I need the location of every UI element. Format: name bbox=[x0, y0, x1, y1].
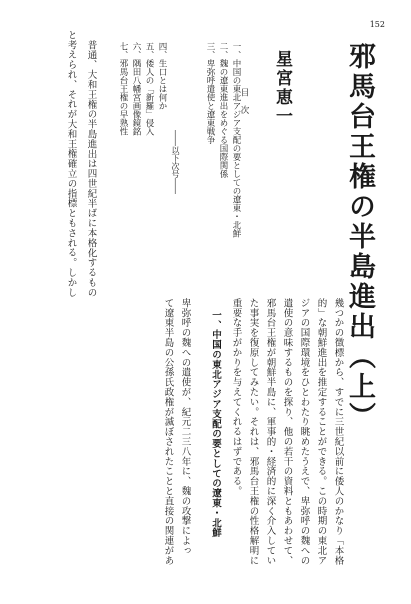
toc-item: 六、隅田八幡宮画像鏡銘 bbox=[131, 42, 141, 136]
body-line: 普通、大和王権の半島進出は四世紀半ばに本格化するもの bbox=[85, 40, 97, 298]
body-line: ジアの国際環境をひとわたり眺めたうえで、卑弥呼の魏への bbox=[298, 298, 310, 566]
page-number: 152 bbox=[369, 20, 385, 29]
toc-item: 四、生口とは何か bbox=[157, 42, 167, 110]
section-heading: 一、中国の東北アジア支配の要としての遼東・北鮮 bbox=[210, 310, 221, 538]
body-line: 的」な朝鮮進出を推定することができる。この時期の東北ア bbox=[315, 298, 327, 566]
body-line: て遼東半島の公孫氏政権が滅ぼされたことと直接の関連があ bbox=[162, 298, 174, 566]
toc-item: 七、邪馬台王権の早熟性 bbox=[118, 42, 128, 136]
toc-note: ――以下次号―― bbox=[171, 130, 180, 194]
toc-heading: 目次 bbox=[239, 88, 249, 123]
toc-item: 二、魏の遼東進出をめぐる国際関係 bbox=[218, 42, 228, 178]
author-name: 星宮恵一 bbox=[272, 50, 292, 126]
toc-item: 三、卑弥呼遣使と遼東戦争 bbox=[205, 42, 215, 144]
body-line: と考えられ、それが大和王権確立の指標ともされる。しかし bbox=[65, 30, 77, 298]
body-line: 邪馬台王権が朝鮮半島に、軍事的・経済的に深く介入してい bbox=[264, 298, 276, 566]
body-line: た事実を復原してみたい。それは、邪馬台王権の性格解明に bbox=[247, 298, 259, 566]
body-line: 卑弥呼の魏への遣使が、紀元二三八年に、魏の攻撃によっ bbox=[179, 298, 191, 556]
toc-item: 五、倭人の「新羅」侵入 bbox=[144, 42, 154, 136]
body-line: 幾つかの徴標から、すでに三世紀以前に倭人のかなり「本格 bbox=[332, 298, 344, 566]
toc-item: 一、中国の東北アジア支配の要としての遼東・北鮮 bbox=[231, 42, 241, 238]
article-title: 邪馬台王権の半島進出（上） bbox=[344, 42, 375, 432]
body-line: 重要な手がかりを与えてくれるはずである。 bbox=[230, 298, 242, 496]
body-line: 遣使の意味するものを探り、他の若干の資料ともあわせて、 bbox=[281, 298, 293, 566]
